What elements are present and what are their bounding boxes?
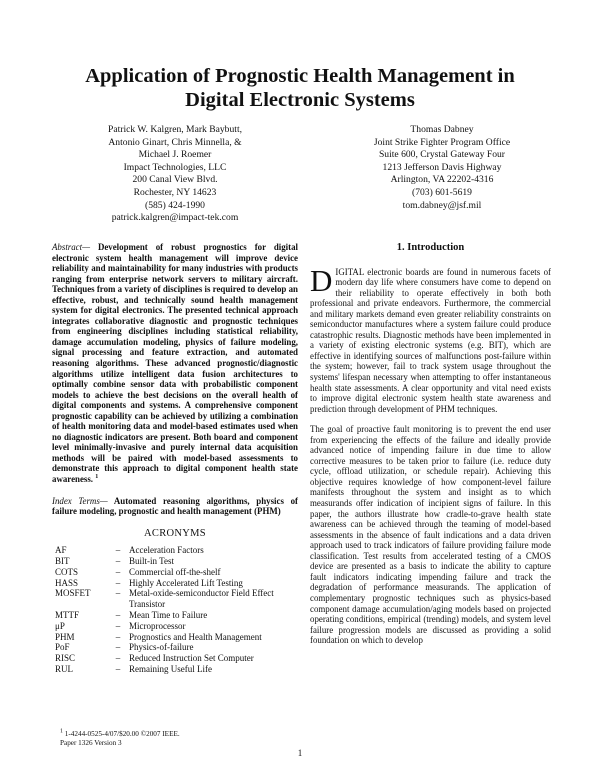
acronym-dash: – [115,631,121,642]
email-line: tom.dabney@jsf.mil [402,199,482,211]
abstract-text: Development of robust prognostics for digital electronic system health management will improve device reliability and maintainability for many industries with products ranging from enterprise network servers to military aircraft. Techniques from a variety of disciplines is required to develop an effective, robust, and technically sound health management system for digital electronics. The presented technical approach integrates collaborative diagnostic and prognostic techniques from engineering disciplines including statistical reliability, damage accumulation modeling, physics of failure modeling, signal processing and feature extraction, and automated reasoning algorithms. These advanced prognostic/diagnostic algorithms utilize intelligent data fusion architectures to optimally combine sensor data with probabilistic component models to achieve the best decisions on the overall health of digital components and systems. A comprehensive component prognostic capability can be achieved by utilizing a combination of health monitoring data and model-based estimates used when no diagnostic indicators are present. Both board and component level minimally-invasive and purely internal data acquisition methods will be paired with model-based assessments to demonstrate this approach to digital component health state awareness. [52,242,298,485]
acronym-definition: Commercial off-the-shelf [129,566,221,577]
intro-paragraph-1-text: IGITAL electronic boards are found in numerous facets of modern day life where consumers have come to depend on their reliability to operate effectively in both both professional and private endeavors. Furthermore, the commercial and military markets demand even greater reliability constraints on semiconductor manufactures where a system failure could produce catastrophic results. Diagnostic methods have been implemented in a variety of existing electronic systems (e.g. BIT), which are effective in identifying sources of malfunctions post-failure within the system; however, fail to track system usage throughout the systems' lifespan necessary when attempting to offer instantaneous health state assessments. A clear opportunity and vital need exists to improve digital electronic system health state awareness and prediction through development of PHM techniques. [310,266,551,414]
acronym-definition: Physics-of-failure [129,642,194,653]
acronym-definition: Remaining Useful Life [129,663,212,674]
footnote [60,730,180,748]
left-column [52,242,298,675]
acronym-abbr: PHM [55,631,75,642]
acronym-abbr: BIT [55,556,70,567]
acronym-row [52,588,292,610]
acronym-definition: Prognostics and Health Management [129,631,262,642]
author-line: Thomas Dabney [410,124,474,135]
author-block-left [50,124,300,225]
acronym-row [52,632,292,643]
index-terms [52,496,298,517]
address-line: Rochester, NY 14623 [133,186,217,198]
acronym-row [52,567,292,578]
title-line-1: Application of Prognostic Health Management in [85,65,515,87]
acronym-dash: – [115,556,121,567]
acronym-dash: – [115,588,121,599]
acronym-dash: – [115,610,121,620]
footnote-mark: 1 [60,728,63,735]
acronym-definition: Microprocessor [129,620,186,631]
right-column [310,242,551,646]
email-line: patrick.kalgren@impact-tek.com [111,212,239,224]
acronym-dash: – [115,642,121,653]
title-line-2: Digital Electronic Systems [185,89,415,111]
section-heading-introduction: 1. Introduction [396,242,465,253]
address-line: Suite 600, Crystal Gateway Four [378,149,506,161]
acronym-dash: – [115,653,121,664]
acronym-dash: – [115,663,121,674]
acronym-abbr: AF [55,545,67,556]
acronym-row [52,653,292,664]
author-line: Patrick W. Kalgren, Mark Baybutt, [107,124,243,135]
address-line: Arlington, VA 22202-4316 [390,174,494,186]
affiliation-line: Joint Strike Fighter Program Office [373,136,511,148]
acronym-definition: Highly Accelerated Lift Testing [129,577,243,588]
address-line: 200 Canal View Blvd. [132,174,218,186]
drop-cap: D [310,262,333,298]
abstract-label: Abstract— [52,242,90,252]
acronym-row [52,642,292,653]
author-block-right [322,124,562,212]
acronym-abbr: RISC [55,653,76,664]
intro-paragraph-1 [310,262,551,415]
intro-paragraph-2: The goal of proactive fault monitoring is to prevent the end user from experiencing the effects of the failure and ideally provide advanced notice of impending failure in due time to allow corrective measures to be taken prior to failure (i.e. reduce duty cycle, offload utilization, or schedule repair). Achieving this objective requires knowledge of how component-level failure manifests throughout the system and insight as to which measurands offer indication of incipient signs of failure. In this paper, the authors illustrate how cradle-to-grave health state awareness can be achieved through the teaming of model-based assessments in the absence of fault indications and a data driven approach used to track indicators of failure providing failure mode classification. Test results from accelerated testing of a CMOS device are presented as a basis to indicate the ability to capture fault indicators indicating impending failure and track the degradation of performance measurands. The application of complementary prognostic techniques such as physics-based component damage accumulation/aging models based on projected operating conditions, empirical (trending) models, and system level failure progression models are discussed as providing a solid foundation on which to develop [310,424,551,646]
acronym-row [52,545,292,556]
affiliation-line: Impact Technologies, LLC [123,161,227,173]
acronym-definition: Reduced Instruction Set Computer [129,653,254,664]
footnote-paper-version: Paper 1326 Version 3 [60,739,122,747]
paper-title [40,64,560,112]
index-terms-text: Automated reasoning algorithms, physics of failure modeling, prognostic and health management (PHM) [52,495,298,517]
acronym-abbr: MTTF [55,610,80,620]
acronym-row [52,621,292,632]
acronym-abbr: COTS [55,566,79,577]
acronym-definition: Mean Time to Failure [129,610,208,620]
page-number: 1 [297,748,303,758]
acronym-definition: Built-in Test [129,556,174,567]
acronym-dash: – [115,566,121,577]
acronym-row [52,664,292,675]
index-terms-label: Index Terms— [52,495,108,506]
acronym-abbr: PoF [55,642,70,653]
acronym-row [52,556,292,567]
acronym-abbr: MOSFET [55,588,91,599]
acronym-row [52,610,292,621]
acronym-definition: Metal-oxide-semiconductor Field Effect Transistor [129,588,274,610]
acronym-abbr: HASS [55,577,79,588]
acronym-dash: – [115,577,121,588]
acronym-definition: Acceleration Factors [129,545,204,556]
acronym-dash: – [115,545,121,556]
abstract [52,242,298,485]
acronyms-heading: ACRONYMS [144,527,206,539]
phone-line: (703) 601-5619 [412,186,472,198]
acronym-row [52,578,292,589]
footnote-copyright: 1-4244-0525-4/07/$20.00 ©2007 IEEE. [64,730,180,738]
acronym-abbr: μP [55,620,65,631]
acronym-dash: – [115,620,121,631]
acronym-abbr: RUL [55,663,73,674]
phone-line: (585) 424-1990 [145,199,205,211]
address-line: 1213 Jefferson Davis Highway [382,161,502,173]
abstract-footnote-mark: 1 [95,474,99,481]
author-line: Antonio Ginart, Chris Minnella, & [108,136,242,148]
author-line: Michael J. Roemer [138,149,212,161]
acronyms-table [52,545,292,675]
